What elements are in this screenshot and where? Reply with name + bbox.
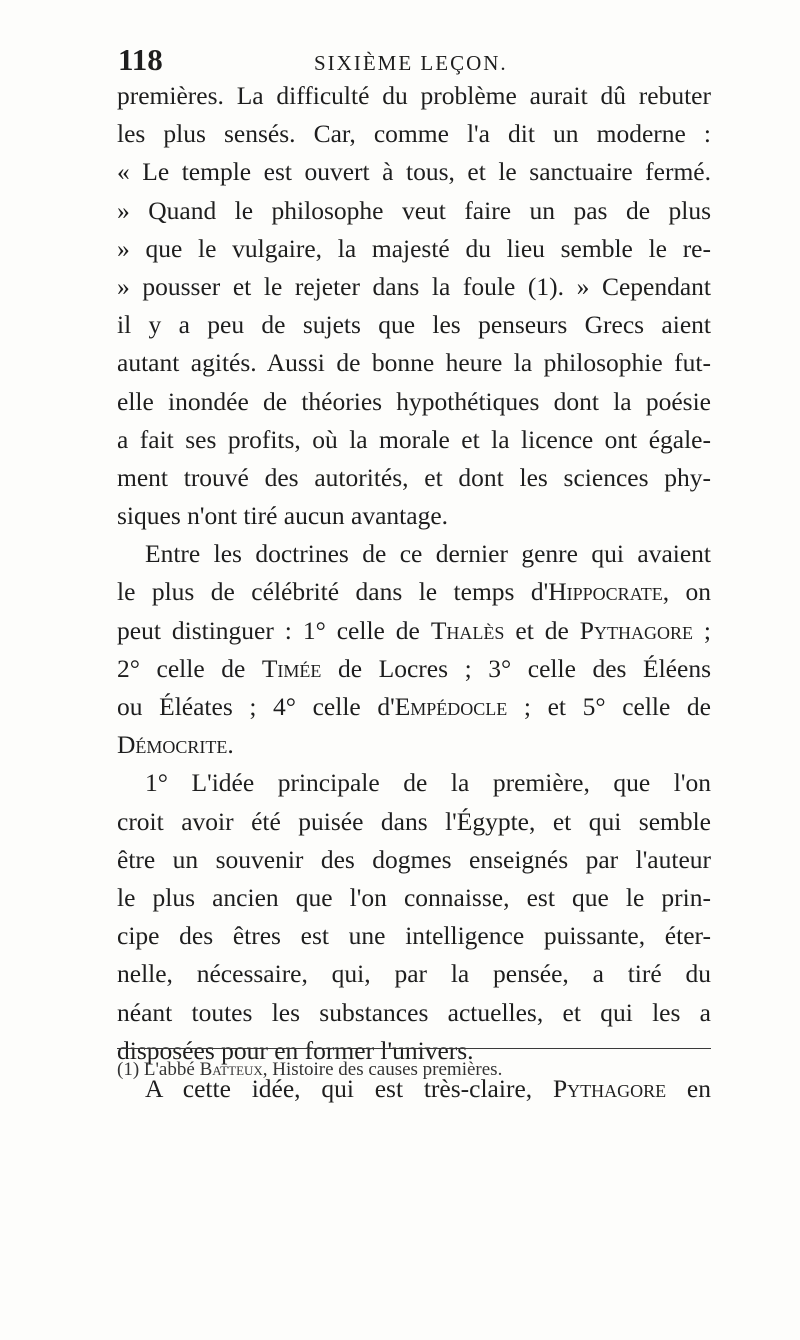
text-line: le plus ancien que l'on connaisse, est que le prin- (117, 882, 711, 912)
text-line: nelle, nécessaire, qui, par la pensée, a tiré du (117, 959, 711, 989)
text-line: néant toutes les substances actuelles, et qui les a (117, 997, 711, 1027)
text-line: croit avoir été puisée dans l'Égypte, et qui semble (117, 806, 711, 836)
text-line: 1° L'idée principale de la première, que l'on (145, 768, 711, 798)
text-line: » que le vulgaire, la majesté du lieu semble le re- (117, 233, 711, 263)
text-line: Entre les doctrines de ce dernier genre qui avaient (145, 539, 711, 569)
text-line: autant agités. Aussi de bonne heure la philosophie fut- (117, 348, 711, 378)
text-line: a fait ses profits, où la morale et la licence ont égale- (117, 424, 711, 454)
text-line: être un souvenir des dogmes enseignés par l'auteur (117, 844, 711, 874)
text-line: ment trouvé des autorités, et dont les sciences phy- (117, 462, 711, 492)
text-line: le plus de célébrité dans le temps d'Hippocrate, on (117, 577, 711, 607)
name-hippocrate: Hippocrate (548, 577, 663, 607)
name-pythagore: Pythagore (579, 615, 693, 645)
text-line: 2° celle de Timée de Locres ; 3° celle des Éléens (117, 653, 711, 683)
text-line: ou Éléates ; 4° celle d'Empédocle ; et 5° celle de (117, 692, 711, 721)
name-pythagore: Pythagore (552, 1073, 667, 1103)
text-line: Démocrite. (117, 730, 234, 760)
text-line: cipe des êtres est une intelligence puissante, éter- (117, 921, 711, 951)
text-line: il y a peu de sujets que les penseurs Grecs aient (117, 310, 711, 340)
text-line: disposées pour en former l'univers. (117, 1035, 474, 1065)
name-democrite: Démocrite (117, 730, 228, 760)
footnote-rule (117, 1048, 711, 1049)
text-line: » Quand le philosophe veut faire un pas de plus (117, 195, 711, 225)
text-line: peut distinguer : 1° celle de Thalès et de Pythagore ; (117, 615, 711, 645)
text-line: » pousser et le rejeter dans la foule (1). » Cependant (117, 271, 711, 301)
text-line: elle inondée de théories hypothétiques dont la poésie (117, 386, 711, 416)
body-text (117, 77, 711, 1108)
footnote-author: Batteux (199, 1059, 263, 1080)
footnote: (1) L'abbé Batteux, Histoire des causes premières. (117, 1059, 503, 1080)
text-line: siques n'ont tiré aucun avantage. (117, 501, 449, 531)
section-title: SIXIÈME LEÇON. (314, 51, 508, 75)
page-number: 118 (118, 42, 163, 77)
name-empedocle: Empédocle (394, 692, 508, 721)
text-line: les plus sensés. Car, comme l'a dit un moderne : (117, 119, 711, 149)
text-line: premières. La difficulté du problème aurait dû rebuter (117, 81, 711, 110)
text-line: A cette idée, qui est très-claire, Pythagore en (145, 1073, 711, 1103)
text-line: « Le temple est ouvert à tous, et le sanctuaire fermé. (117, 157, 711, 187)
footnote-marker: (1) (117, 1059, 140, 1080)
name-thales: Thalès (430, 615, 505, 645)
name-timee: Timée (261, 653, 322, 683)
